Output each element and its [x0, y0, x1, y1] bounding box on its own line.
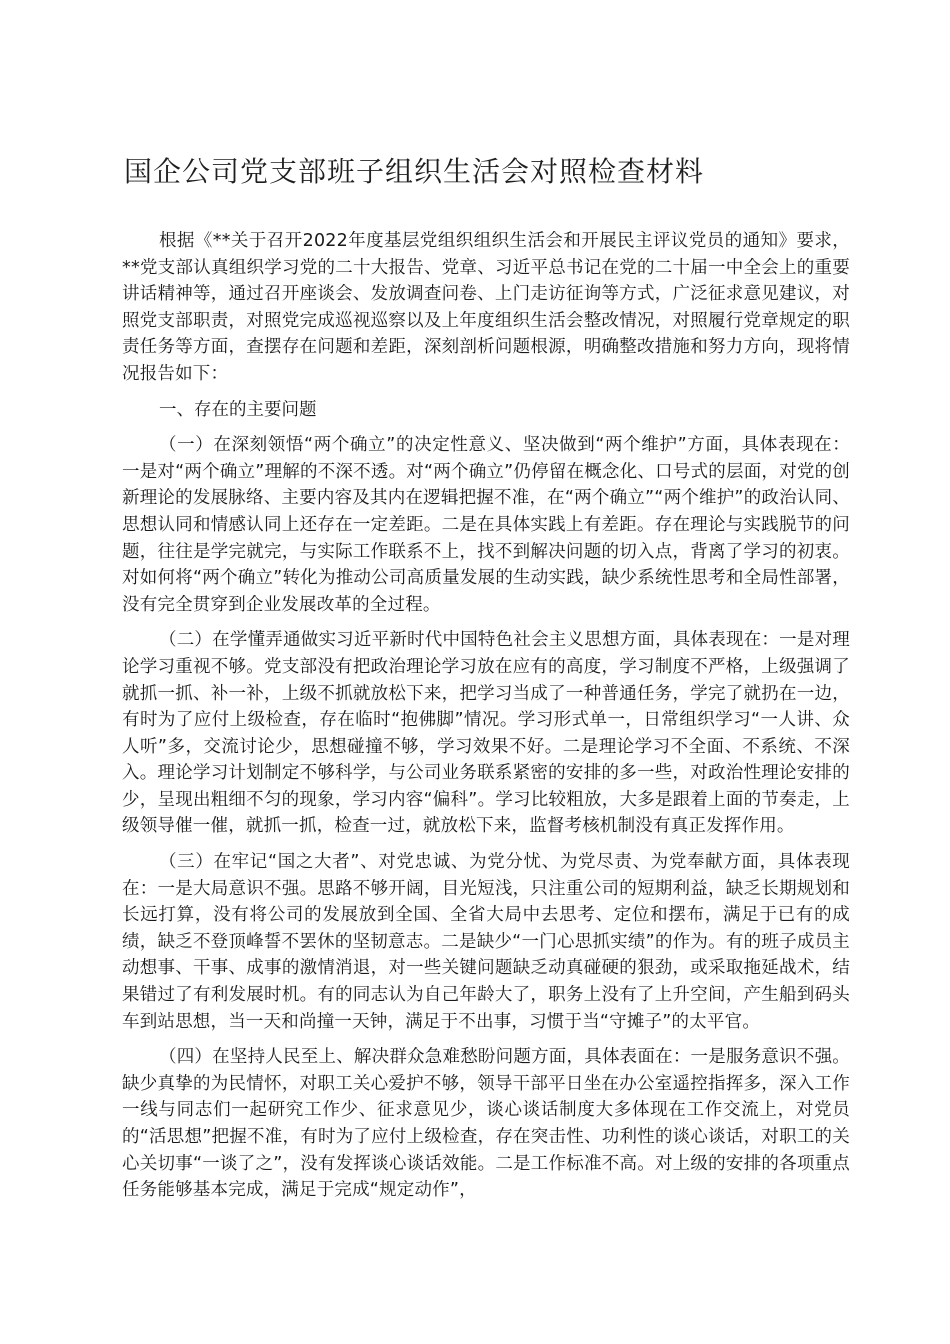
paragraph-4: （四）在坚持人民至上、解决群众急难愁盼问题方面，具体表面在：一是服务意识不强。缺少真挚的为民情怀，对职工关心爱护不够，领导干部平日坐在办公室遥控指挥多，深入工作一线与同志们一起研究工作少、征求意见少，谈心谈话制度大多体现在工作交流上，对党员的“活思想”把握不准，有时为了应付上级检查，存在突击性、功利性的谈心谈话，对职工的关心关切事“一谈了之”，没有发挥谈心谈话效能。二是工作标准不高。对上级的安排的各项重点任务能够基本完成，满足于完成“规定动作”， — [122, 1047, 850, 1201]
intro-paragraph: 根据《**关于召开2022年度基层党组织组织生活会和开展民主评议党员的通知》要求，**党支部认真组织学习党的二十大报告、党章、习近平总书记在党的二十届一中全会上的重要讲话精神等，通过召开座谈会、发放调查问卷、上门走访征询等方式，广泛征求意见建议，对照党支部职责，对照党完成巡视巡察以及上年度组织生活会整改情况，对照履行党章规定的职责任务等方面，查摆存在问题和差距，深刻剖析问题根源，明确整改措施和努力方向，现将情况报告如下： — [122, 231, 850, 384]
paragraph-1: （一）在深刻领悟“两个确立”的决定性意义、坚决做到“两个维护”方面，具体表现在：一是对“两个确立”理解的不深不透。对“两个确立”仍停留在概念化、口号式的层面，对党的创新理论的发展脉络、主要内容及其内在逻辑把握不准，在“两个确立”“两个维护”的政治认同、思想认同和情感认同上还存在一定差距。二是在具体实践上有差距。存在理论与实践脱节的问题，往往是学完就完，与实际工作联系不上，找不到解决问题的切入点，背离了学习的初衷。对如何将“两个确立”转化为推动公司高质量发展的生动实践，缺少系统性思考和全局性部署，没有完全贯穿到企业发展改革的全过程。 — [122, 435, 850, 615]
paragraph-2: （二）在学懂弄通做实习近平新时代中国特色社会主义思想方面，具体表现在：一是对理论学习重视不够。党支部没有把政治理论学习放在应有的高度，学习制度不严格，上级强调了就抓一抓、补一补，上级不抓就放松下来，把学习当成了一种普通任务，学完了就扔在一边，有时为了应付上级检查，存在临时“抱佛脚”情况。学习形式单一，日常组织学习“一人讲、众人听”多，交流讨论少，思想碰撞不够，学习效果不好。二是理论学习不全面、不系统、不深入。理论学习计划制定不够科学，与公司业务联系紧密的安排的多一些，对政治性理论安排的少，呈现出粗细不匀的现象，学习内容“偏科”。学习比较粗放，大多是跟着上面的节奏走，上级领导催一催，就抓一抓，检查一过，就放松下来，监督考核机制没有真正发挥作用。 — [122, 630, 850, 837]
section-heading: 一、存在的主要问题 — [159, 399, 317, 420]
paragraph-3: （三）在牢记“国之大者”、对党忠诚、为党分忧、为党尽责、为党奉献方面，具体表现在：一是大局意识不强。思路不够开阔，目光短浅，只注重公司的短期利益，缺乏长期规划和长远打算，没有将公司的发展放到全国、全省大局中去思考、定位和摆布，满足于已有的成绩，缺乏不登顶峰誓不罢休的坚韧意志。二是缺少“一门心思抓实绩”的作为。有的班子成员主动想事、干事、成事的激情消退，对一些关键问题缺乏动真碰硬的狠劲，或采取拖延战术，结果错过了有利发展时机。有的同志认为自己年龄大了，职务上没有了上升空间，产生船到码头车到站思想，当一天和尚撞一天钟，满足于不出事，习惯于当“守摊子”的太平官。 — [122, 852, 850, 1032]
document-title: 国企公司党支部班子组织生活会对照检查材料 — [124, 155, 705, 188]
